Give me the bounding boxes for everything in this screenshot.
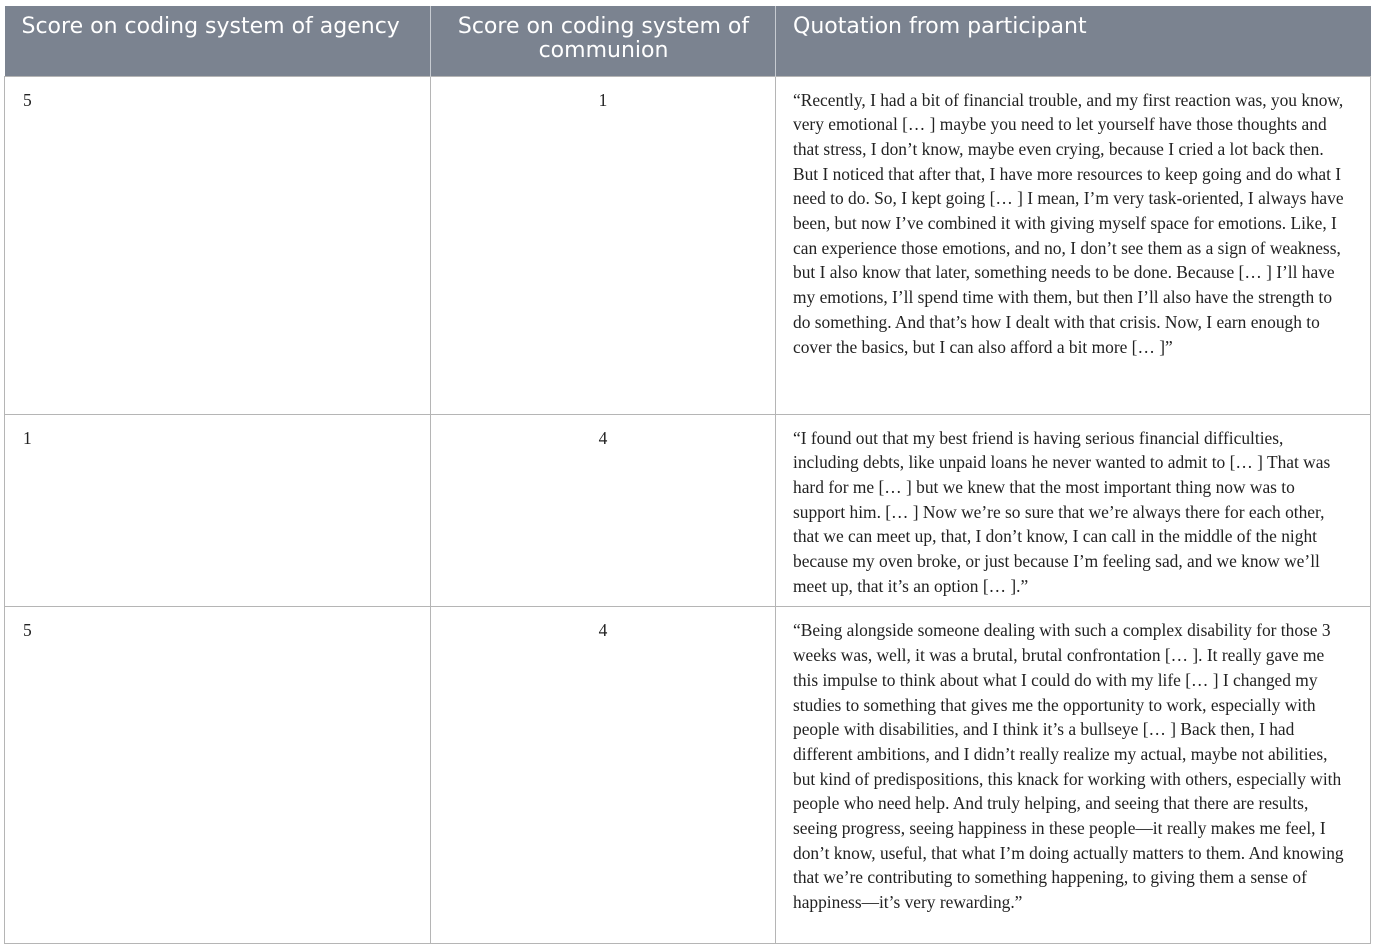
communion-score-cell: 4 [431, 607, 776, 944]
quotation-cell: “I found out that my best friend is having serious financial difficulties, including debts, like unpaid loans he never wanted to admit to [… ] That was hard for me [… ] but we knew that the most important thing now was to support him. [… ] Now we’re so sure that we’re always there for each other, that we can meet up, that, I don’t know, I can call in the middle of the night because my oven broke, or just because I’m feeling sad, and we know we’ll meet up, that it’s an option [… ].” [776, 414, 1371, 607]
table-row [5, 76, 1371, 414]
table-header [5, 6, 1371, 76]
communion-score-cell: 1 [431, 76, 776, 414]
agency-score-cell: 5 [5, 76, 431, 414]
header-communion: Score on coding system of communion [431, 6, 776, 76]
header-agency: Score on coding system of agency [5, 6, 431, 76]
table-row [5, 607, 1371, 944]
header-quotation: Quotation from participant [776, 6, 1371, 76]
agency-score-cell: 5 [5, 607, 431, 944]
agency-score-cell: 1 [5, 414, 431, 607]
table-row [5, 414, 1371, 607]
quotation-cell: “Being alongside someone dealing with such a complex disability for those 3 weeks was, well, it was a brutal, brutal confrontation [… ]. It really gave me this impulse to think about what I could do with my life [… ] I changed my studies to something that gives me the opportunity to work, especially with people with disabilities, and I think it’s a bullseye [… ] Back then, I had different ambitions, and I didn’t really realize my actual, maybe not abilities, but kind of predispositions, this knack for working with others, especially with people who need help. And truly helping, and seeing that there are results, seeing progress, seeing happiness in these people—it really makes me feel, I don’t know, useful, that what I’m doing actually matters to them. And knowing that we’re contributing to something happening, to giving them a sense of happiness—it’s very rewarding.” [776, 607, 1371, 944]
communion-score-cell: 4 [431, 414, 776, 607]
quotation-table [4, 6, 1371, 944]
header-row [5, 6, 1371, 76]
table-body [5, 76, 1371, 944]
quotation-cell: “Recently, I had a bit of financial trouble, and my first reaction was, you know, very emotional [… ] maybe you need to let yourself have those thoughts and that stress, I don’t know, maybe even crying, because I cried a lot back then. But I noticed that after that, I have more resources to keep going and do what I need to do. So, I kept going [… ] I mean, I’m very task-oriented, I always have been, but now I’ve combined it with giving myself space for emotions. Like, I can experience those emotions, and no, I don’t see them as a sign of weakness, but I also know that later, something needs to be done. Because [… ] I’ll have my emotions, I’ll spend time with them, but then I’ll also have the strength to do something. And that’s how I dealt with that crisis. Now, I earn enough to cover the basics, but I can also afford a bit more [… ]” [776, 76, 1371, 414]
